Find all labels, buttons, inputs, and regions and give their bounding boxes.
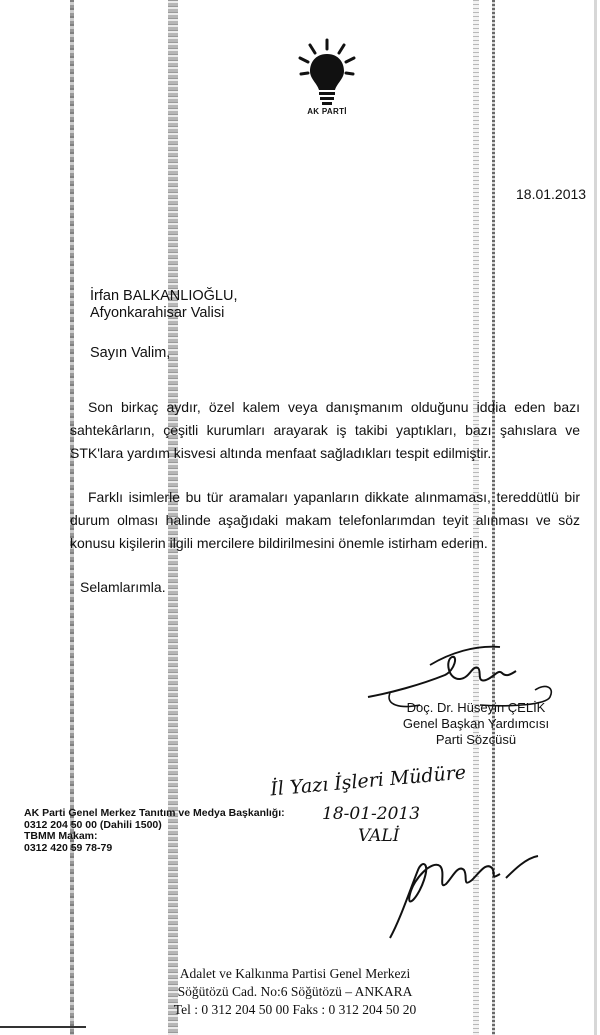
contact-line: AK Parti Genel Merkez Tanıtım ve Medya Başkanlığı: xyxy=(24,807,285,819)
addressee-block xyxy=(90,288,237,322)
contact-line: 0312 204 50 00 (Dahili 1500) xyxy=(24,818,162,831)
party-logo-text: AK PARTİ xyxy=(307,107,347,116)
contact-line: 0312 420 59 78-79 xyxy=(24,841,113,854)
divider xyxy=(0,1026,86,1028)
contact-line: TBMM Makam: xyxy=(24,830,98,842)
footer-line: Tel : 0 312 204 50 00 Faks : 0 312 204 50 20 xyxy=(173,1002,417,1017)
handwritten-line: İl Yazı İşleri Müdüre xyxy=(269,761,467,801)
lightbulb-icon xyxy=(298,38,356,106)
footer-line: Adalet ve Kalkınma Partisi Genel Merkezi xyxy=(179,966,411,981)
party-logo xyxy=(292,38,362,116)
signer-name: Doç. Dr. Hüseyin ÇELİK xyxy=(406,700,546,715)
handwritten-initials xyxy=(380,850,540,940)
body-paragraph-2 xyxy=(70,486,580,555)
body-paragraph-1 xyxy=(70,396,580,465)
signer-block xyxy=(386,700,566,748)
handwritten-line: VALİ xyxy=(358,826,400,846)
signer-role: Parti Sözcüsü xyxy=(435,732,517,747)
closing: Selamlarımla. xyxy=(80,579,166,595)
paragraph-text: Son birkaç aydır, özel kalem veya danışmanım olduğunu iddia eden bazı sahtekârların, çeşitli kurumları arayarak iş takibi yaptıkları, bazı şahıslara ve STK'lara yardım kisvesi altında menfaat sağladıkları tespit edilmiştir. xyxy=(70,399,580,461)
salutation: Sayın Valim, xyxy=(90,345,171,361)
recipient-title: Afyonkarahisar Valisi xyxy=(90,305,225,321)
recipient-name: İrfan BALKANLIOĞLU, xyxy=(90,288,238,304)
signature xyxy=(360,635,580,710)
handwritten-date: 18-01-2013 xyxy=(322,804,421,824)
scan-streak xyxy=(594,0,597,1035)
signer-title: Genel Başkan Yardımcısı xyxy=(402,716,550,731)
footer-line: Söğütözü Cad. No:6 Söğütözü – ANKARA xyxy=(177,984,413,999)
paragraph-text: Farklı isimlerle bu tür aramaları yapanların dikkate alınmaması, tereddütlü bir durum olması halinde aşağıdaki makam telefonlarımdan teyit alınması ve söz konusu kişilerin ilgili mercilere bildirilmesini önemle istirham ederim. xyxy=(70,489,580,551)
footer-address xyxy=(150,965,440,1019)
letter-date: 18.01.2013 xyxy=(516,186,587,202)
contact-block xyxy=(24,808,285,854)
